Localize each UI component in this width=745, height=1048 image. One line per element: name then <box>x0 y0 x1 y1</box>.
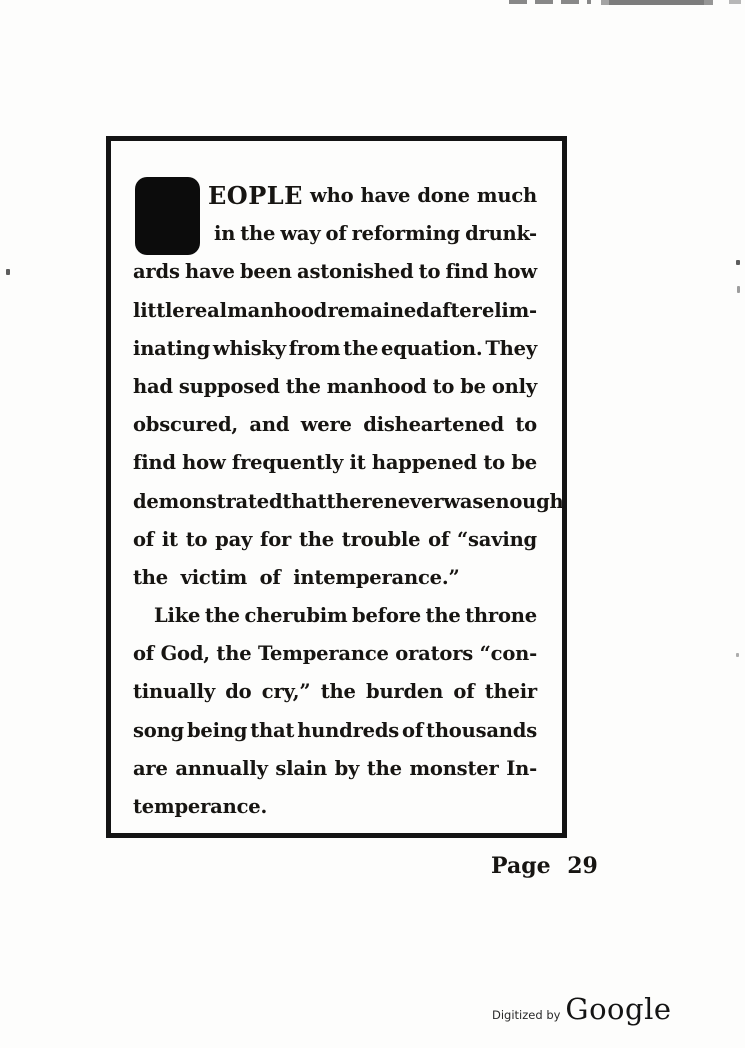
word: have <box>184 260 235 284</box>
scan-artifact-tick <box>729 0 741 4</box>
google-logo: Google <box>565 992 672 1026</box>
word: find <box>133 451 176 475</box>
word: manhood <box>227 298 328 322</box>
footer-credit <box>492 992 672 1026</box>
word: do <box>225 680 252 704</box>
word: ards <box>133 260 180 284</box>
word: from <box>288 336 341 360</box>
word: the <box>366 756 402 780</box>
word: Like <box>154 604 201 628</box>
word: of <box>133 642 154 666</box>
word: for <box>260 527 292 551</box>
word: slain <box>275 756 327 780</box>
word: throne <box>465 604 537 628</box>
word: the <box>240 222 276 246</box>
text-line <box>133 712 537 750</box>
text-line <box>133 368 537 406</box>
text-line <box>133 521 537 559</box>
word: the <box>425 604 461 628</box>
word: pay <box>215 527 253 551</box>
word: of <box>133 527 154 551</box>
word: remained <box>327 298 430 322</box>
text-line <box>208 177 537 215</box>
word: the <box>298 527 334 551</box>
word: were <box>300 413 352 437</box>
word: manhood <box>326 374 427 398</box>
word: to <box>432 374 455 398</box>
word: obscured, <box>133 413 238 437</box>
word: of <box>453 680 475 704</box>
word: real <box>184 298 227 322</box>
text-line <box>133 750 537 788</box>
text-line <box>133 483 564 521</box>
text-line <box>133 292 537 330</box>
word: the <box>204 604 240 628</box>
word: never <box>383 489 444 513</box>
word: thousands <box>426 718 537 742</box>
text-line <box>154 597 537 635</box>
word: “con- <box>479 642 537 666</box>
scan-artifact-dashes <box>509 0 591 4</box>
digitized-by-label: Digitized by <box>492 1008 561 1022</box>
word: astonished <box>297 260 414 284</box>
word: before <box>352 604 421 628</box>
text-line <box>214 215 537 253</box>
scan-speck-right-2 <box>737 286 740 293</box>
word: who <box>310 184 354 207</box>
word: song <box>133 718 184 742</box>
word: have <box>360 184 411 207</box>
word: They <box>485 336 537 360</box>
text-line: the victim of intemperance.” <box>133 565 460 589</box>
word: and <box>249 413 290 437</box>
page-number: Page 29 <box>491 853 598 879</box>
word: are <box>133 756 168 780</box>
word: EOPLE <box>208 181 303 210</box>
word: been <box>239 260 292 284</box>
word: was <box>443 489 484 513</box>
word: cry,” <box>261 680 311 704</box>
word: find <box>445 260 489 284</box>
word: only <box>491 374 537 398</box>
text-line: temperance. <box>133 795 268 818</box>
text-line <box>133 673 537 711</box>
text-line <box>133 635 537 673</box>
word: be <box>511 451 537 475</box>
word: God, <box>160 642 210 666</box>
text-line <box>133 444 537 482</box>
word: Temperance <box>257 642 389 666</box>
word: demonstrated <box>133 489 283 513</box>
word: to <box>483 451 505 475</box>
word: by <box>334 756 360 780</box>
word: drunk- <box>465 222 537 246</box>
word: much <box>476 184 537 207</box>
scan-speck-right-3 <box>736 653 739 657</box>
word: of <box>428 527 450 551</box>
word: enough <box>483 489 564 513</box>
word: reforming <box>351 222 460 246</box>
word: supposed <box>178 374 280 398</box>
word: the <box>343 336 379 360</box>
word: burden <box>366 680 444 704</box>
word: to <box>515 413 537 437</box>
word: happened <box>371 451 477 475</box>
word: there <box>326 489 384 513</box>
word: monster <box>409 756 499 780</box>
word: frequently <box>231 451 344 475</box>
word: hundreds <box>297 718 400 742</box>
text-line <box>133 253 537 291</box>
word: be <box>460 374 486 398</box>
word: done <box>417 184 470 207</box>
word: the <box>320 680 356 704</box>
word: in <box>214 222 236 246</box>
word: disheartened <box>363 413 504 437</box>
word: how <box>493 260 537 284</box>
word: way <box>280 222 321 246</box>
word: cherubim <box>244 604 348 628</box>
word: orators <box>395 642 474 666</box>
word: being <box>186 718 248 742</box>
word: had <box>133 374 173 398</box>
word: whisky <box>212 336 286 360</box>
word: that <box>250 718 295 742</box>
text-line <box>133 330 537 368</box>
word: tinually <box>133 680 215 704</box>
scan-artifact-bar <box>601 0 713 5</box>
word: after <box>429 298 482 322</box>
word: of <box>325 222 347 246</box>
text-line <box>133 406 537 444</box>
word: of <box>402 718 424 742</box>
text-frame <box>106 136 567 838</box>
word: trouble <box>341 527 421 551</box>
word: the <box>285 374 321 398</box>
word: annually <box>175 756 268 780</box>
word: inating <box>133 336 211 360</box>
word: elim- <box>482 298 537 322</box>
word: to <box>418 260 441 284</box>
word: how <box>182 451 226 475</box>
scan-speck-right-1 <box>736 260 740 265</box>
word: the <box>216 642 252 666</box>
word: equation. <box>381 336 483 360</box>
word: it <box>161 527 178 551</box>
word: “saving <box>457 527 537 551</box>
word: it <box>349 451 366 475</box>
scan-speck-left <box>6 269 10 275</box>
word: to <box>185 527 208 551</box>
word: their <box>484 680 537 704</box>
word: little <box>133 298 185 322</box>
text-lines <box>133 177 564 826</box>
word: In- <box>506 756 537 780</box>
word: that <box>282 489 327 513</box>
